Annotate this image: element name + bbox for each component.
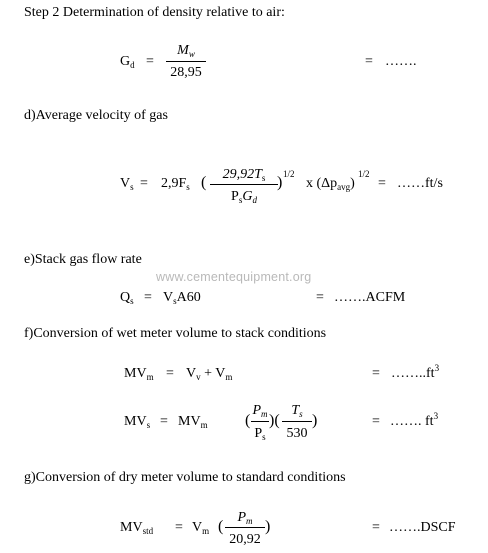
step2-result: ……. (385, 54, 417, 69)
e-result: …….ACFM (334, 290, 406, 305)
f1-result-equals: = (372, 366, 380, 381)
d-open-paren: ( (201, 174, 207, 191)
section-d-heading: d)Average velocity of gas (24, 108, 168, 123)
step2-numerator: $M_w$ (177, 43, 195, 59)
f2-rhs: $MV_m$ (178, 414, 208, 430)
f2-frac1-numerator: $P_m$ (252, 403, 268, 419)
g-result-equals: = (372, 520, 380, 535)
f1-result: $\dots\dots..ft^3$ (391, 363, 440, 381)
g-equals: = (175, 520, 183, 535)
d-numerator: $29,92T_s$ (222, 167, 266, 183)
section-f-heading: f)Conversion of wet meter volume to stack conditions (24, 326, 327, 341)
section-e-heading: e)Stack gas flow rate (24, 252, 142, 267)
d-exponent-1: 1/2 (283, 169, 295, 179)
watermark: www.cementequipment.org (156, 270, 312, 284)
g-lhs: $MV_{std}$ (120, 520, 154, 536)
step2-fraction-bar (166, 61, 206, 62)
f2-lhs: $MV_s$ (124, 414, 151, 430)
e-rhs: $V_sA60$ (163, 290, 201, 306)
f2-paren-pair: )( (269, 412, 280, 429)
d-equals: = (140, 176, 148, 191)
f2-frac2-denominator: 530 (286, 426, 308, 441)
e-lhs: $Q_s$ (120, 290, 134, 306)
f2-result-equals: = (372, 414, 380, 429)
f2-equals: = (160, 414, 168, 429)
step2-lhs: $G_d$ (120, 54, 135, 70)
d-delta-p: x $(\Delta p_{avg})$ (306, 176, 355, 192)
d-close-paren: ) (277, 174, 283, 191)
step2-equals: = (146, 54, 154, 69)
f2-close-paren-2: ) (312, 412, 318, 429)
e-equals: = (144, 290, 152, 305)
g-result: …….DSCF (389, 520, 456, 535)
f2-frac2-bar (282, 421, 312, 422)
f1-equals: = (166, 366, 174, 381)
step2-heading: Step 2 Determination of density relative to air: (24, 5, 285, 20)
f2-frac2-numerator: $T_s$ (291, 403, 303, 419)
g-close-paren: ) (265, 518, 271, 535)
d-fraction-bar (210, 184, 278, 185)
d-denominator: $P_sG_d$ (231, 189, 257, 205)
f2-result: ……. $ft^3$ (390, 411, 439, 429)
d-exponent-2: 1/2 (358, 169, 370, 179)
d-result: ……ft/s (397, 176, 443, 191)
section-g-heading: g)Conversion of dry meter volume to standard conditions (24, 470, 346, 485)
f1-rhs: $V_v + V_m$ (186, 366, 233, 382)
d-lhs: $V_s$ (120, 176, 134, 192)
g-numerator: $P_m$ (237, 510, 253, 526)
f2-open-paren-1: ( (245, 412, 251, 429)
d-coefficient: $2,9F_s$ (161, 176, 190, 192)
step2-denominator: 28,95 (170, 65, 202, 80)
e-result-equals: = (316, 290, 324, 305)
g-denominator: 20,92 (229, 532, 261, 547)
f1-lhs: $MV_m$ (124, 366, 154, 382)
f2-frac1-denominator: $P_s$ (254, 426, 266, 442)
step2-result-equals: = (365, 54, 373, 69)
d-result-equals: = (378, 176, 386, 191)
g-rhs: $V_m$ (192, 520, 210, 536)
g-fraction-bar (225, 527, 265, 528)
g-open-paren: ( (218, 518, 224, 535)
f2-frac1-bar (251, 421, 269, 422)
